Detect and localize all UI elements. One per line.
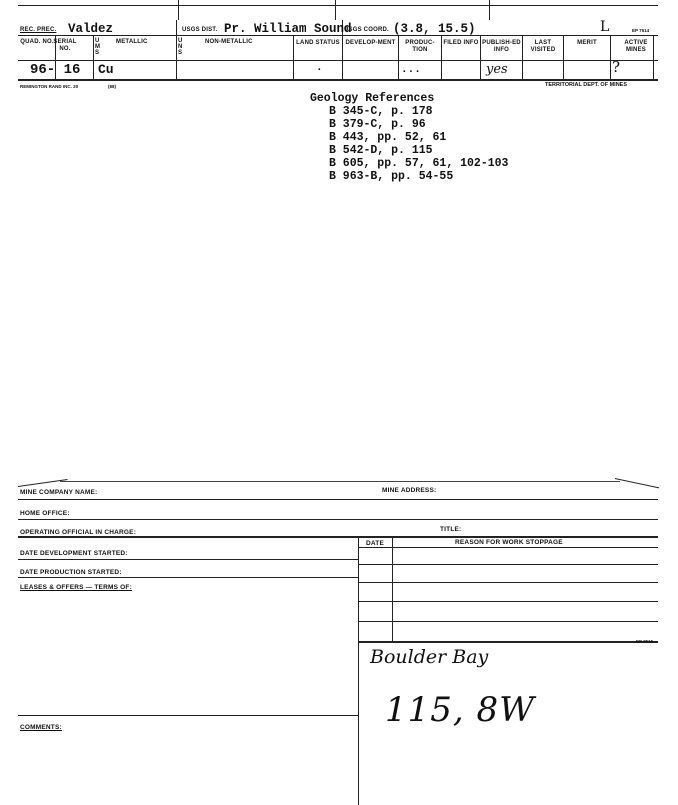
date-development-label: DATE DEVELOPMENT STARTED: [20, 550, 128, 557]
reference-item: B 379-C, p. 96 [329, 118, 426, 131]
form-rule [358, 641, 658, 643]
col-last-visited: LAST VISITED [530, 40, 556, 53]
mine-company-label: MINE COMPANY NAME: [20, 489, 98, 496]
header-divider [610, 35, 611, 80]
reason-col-label: REASON FOR WORK STOPPAGE [455, 539, 563, 546]
header-row-rule [18, 60, 658, 61]
form-rule [358, 621, 658, 622]
form-rule [18, 715, 358, 716]
date-column-divider [392, 536, 393, 641]
col-filed-info: FILED INFO [443, 40, 479, 46]
reference-item: B 542-D, p. 115 [329, 144, 433, 157]
col-non-metallic: NON-METALLIC [205, 39, 253, 45]
col-land-status: LAND STATUS [296, 40, 340, 46]
col-active-mines: ACTIVE MINES [624, 40, 648, 53]
bottom-top-slant [18, 479, 68, 487]
header-divider [335, 0, 336, 20]
land-status-value: . [316, 62, 323, 74]
metallic-value: Cu [98, 62, 114, 77]
form-number: EP 7514 [632, 28, 650, 33]
bottom-top-rule [60, 481, 620, 482]
printer-line: REMINGTON RAND INC. 20 [20, 84, 79, 89]
bottom-top-slant [615, 478, 659, 488]
title-label: TITLE: [440, 526, 462, 533]
form-rule [18, 499, 658, 500]
header-top-rule [18, 5, 658, 6]
header-divider [489, 0, 490, 20]
reference-item: B 345-C, p. 178 [329, 105, 433, 118]
mine-address-label: MINE ADDRESS: [382, 487, 437, 494]
date-production-label: DATE PRODUCTION STARTED: [20, 569, 122, 576]
handwritten-place: Boulder Bay [370, 646, 489, 668]
col-published-info: PUBLISH-ED INFO [482, 40, 521, 53]
header-bottom-rule [18, 79, 658, 81]
territorial-dept: TERRITORIAL DEPT. OF MINES [545, 82, 627, 88]
col-development: DEVELOP-MENT [345, 40, 396, 46]
home-office-label: HOME OFFICE: [20, 510, 70, 517]
header-divider [176, 20, 177, 80]
date-col-label: DATE [366, 540, 385, 547]
header-divider [178, 0, 179, 20]
right-panel-divider [358, 536, 359, 805]
col-merit: MERIT [577, 40, 597, 46]
form-rule [18, 536, 658, 538]
form-rule [18, 577, 358, 578]
col-serial-no: SERIAL NO. [53, 39, 77, 52]
reference-item: B 443, pp. 52, 61 [329, 131, 447, 144]
form-rule [18, 519, 658, 520]
col-u-n-s-letters: U N S [178, 38, 183, 56]
rec-prec-label: REC. PREC. [20, 27, 57, 33]
col-u-m-s-letters: U M S [95, 38, 101, 56]
reference-item: B 963-B, pp. 54-55 [329, 170, 454, 183]
form-rule [358, 564, 658, 565]
form-rule [18, 559, 358, 560]
operating-official-label: OPERATING OFFICIAL IN CHARGE: [20, 529, 137, 536]
active-mines-mark: ? [612, 58, 621, 76]
usgs-dist-value: Pr. William Sound [224, 22, 352, 36]
handwritten-number: 115, 8W [385, 690, 536, 730]
published-info-value: yes [486, 62, 508, 77]
form-rule [358, 582, 658, 583]
form-rule [358, 547, 658, 548]
col-production: PRODUC-TION [405, 40, 435, 53]
col-metallic: METALLIC [116, 39, 148, 45]
quad-serial-value: 96- 16 [30, 62, 81, 78]
leases-label: LEASES & OFFERS — TERMS OF: [20, 584, 132, 591]
header-divider [93, 35, 94, 80]
usgs-coord-value: (3.8, 15.5) [393, 22, 476, 36]
reference-item: B 605, pp. 57, 61, 102-103 [329, 157, 509, 170]
production-value: ... [401, 64, 421, 76]
references-title: Geology References [310, 92, 435, 105]
col-quad-no: QUAD. NO. [20, 39, 54, 45]
usgs-dist-label: USGS DIST. [182, 27, 218, 33]
form-number-2: EP 7515 [636, 639, 654, 644]
rec-prec-value: Valdez [68, 22, 114, 36]
form-rule [358, 601, 658, 602]
comments-label: COMMENTS: [20, 724, 62, 731]
printer-code: (88) [108, 84, 117, 89]
corner-mark: L [600, 19, 610, 35]
usgs-coord-label: USGS COORD. [344, 27, 389, 33]
